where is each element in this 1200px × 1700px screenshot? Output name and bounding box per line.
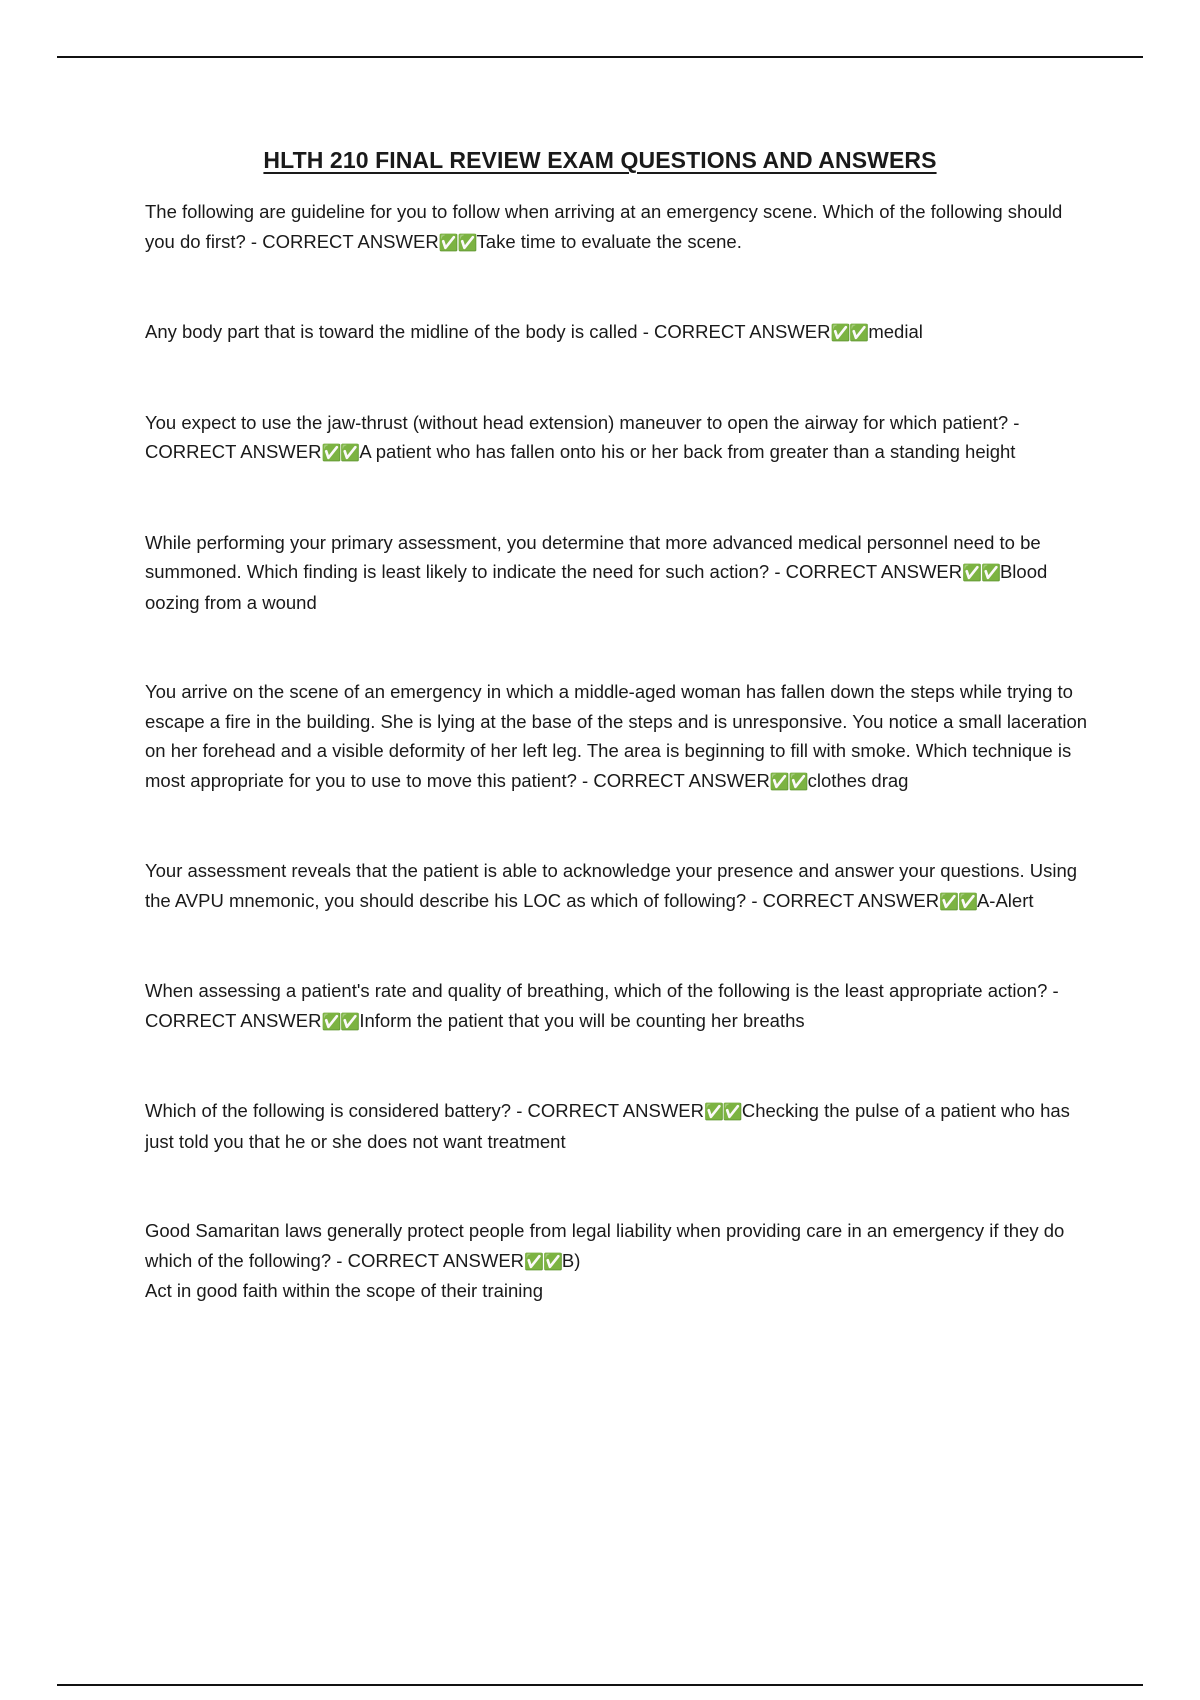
check-mark-icon: ✅✅ (524, 1251, 562, 1271)
qa-item (145, 317, 1095, 348)
question-text: Which of the following is considered battery? (145, 1100, 512, 1121)
correct-answer-label: - CORRECT ANSWER (145, 411, 1020, 462)
correct-answer-label: - CORRECT ANSWER (245, 230, 439, 252)
answer-text: Take time to evaluate the scene. (476, 230, 742, 252)
correct-answer-label: - CORRECT ANSWER (576, 769, 770, 791)
answer-text: Checking the pulse of a patient who has just told you that he or she does not want treatment (145, 1100, 1070, 1152)
correct-answer-label: - CORRECT ANSWER (511, 1100, 704, 1121)
qa-text (145, 1096, 1095, 1156)
check-mark-icon: ✅✅ (830, 323, 869, 342)
answer-continuation: Act in good faith within the scope of their training (145, 1280, 543, 1301)
answer-text: B) (561, 1249, 581, 1271)
top-rule (57, 56, 1143, 58)
check-mark-icon: ✅✅ (704, 1102, 742, 1121)
answer-text: clothes drag (807, 769, 909, 791)
qa-list (145, 197, 1095, 1366)
qa-item (145, 408, 1095, 468)
qa-text (145, 197, 1095, 257)
answer-text: Inform the patient that you will be counting her breaths (359, 1009, 805, 1031)
question-text: The following are guideline for you to follow when arriving at an emergency scene. Which of the following should you do first? (145, 201, 1063, 252)
answer-text: A patient who has fallen onto his or her back from greater than a standing height (359, 441, 1016, 462)
qa-text (145, 677, 1095, 796)
qa-text (145, 856, 1095, 916)
qa-text (145, 408, 1095, 468)
qa-text (145, 317, 1095, 348)
correct-answer-label: - CORRECT ANSWER (769, 561, 963, 582)
check-mark-icon: ✅✅ (321, 1011, 360, 1031)
question-text: You arrive on the scene of an emergency in which a middle-aged woman has fallen down the steps while trying to escape a fire in the building. She is lying at the base of the steps and is unresponsive. You notice a small laceration on her forehead and a visible deformity of her left leg. The area is beginning to fill with smoke. Which technique is most appropriate for you to use to move this patient? (145, 681, 1088, 791)
check-mark-icon: ✅✅ (939, 891, 977, 911)
answer-text: Blood oozing from a wound (145, 561, 1048, 613)
question-text: While performing your primary assessment, you determine that more advanced medical personnel need to be summoned. Which finding is least likely to indicate the need for such action? (145, 531, 1041, 582)
qa-item (145, 856, 1095, 916)
question-text: Your assessment reveals that the patient is able to acknowledge your presence and answer your questions. Using the AVPU mnemonic, you should describe his LOC as which of following? (145, 860, 1078, 911)
question-text: You expect to use the jaw-thrust (without head extension) maneuver to open the airway for which patient? (145, 411, 1009, 433)
check-mark-icon: ✅✅ (962, 563, 1000, 582)
bottom-rule (57, 1684, 1143, 1686)
correct-answer-label: - CORRECT ANSWER (637, 321, 831, 342)
check-mark-icon: ✅✅ (321, 443, 360, 462)
question-text: When assessing a patient's rate and quality of breathing, which of the following is the least appropriate action? (145, 980, 1048, 1001)
qa-text (145, 1216, 1095, 1276)
answer-text: A-Alert (976, 889, 1034, 911)
qa-text (145, 528, 1095, 618)
qa-item (145, 1096, 1095, 1156)
qa-text (145, 976, 1095, 1036)
qa-item (145, 976, 1095, 1036)
correct-answer-label: - CORRECT ANSWER (746, 889, 940, 911)
correct-answer-label: - CORRECT ANSWER (331, 1249, 525, 1271)
question-text: Good Samaritan laws generally protect people from legal liability when providing care in an emergency if they do which of the following? (145, 1220, 1065, 1271)
question-text: Any body part that is toward the midline of the body is called (145, 321, 638, 342)
correct-answer-label: - CORRECT ANSWER (145, 980, 1059, 1031)
qa-item (145, 677, 1095, 796)
qa-item (145, 1216, 1095, 1306)
check-mark-icon: ✅✅ (438, 232, 477, 252)
qa-item (145, 528, 1095, 618)
qa-item (145, 197, 1095, 257)
document-title: HLTH 210 FINAL REVIEW EXAM QUESTIONS AND ANSWERS (263, 147, 937, 173)
check-mark-icon: ✅✅ (769, 771, 808, 791)
answer-text: medial (868, 321, 923, 342)
